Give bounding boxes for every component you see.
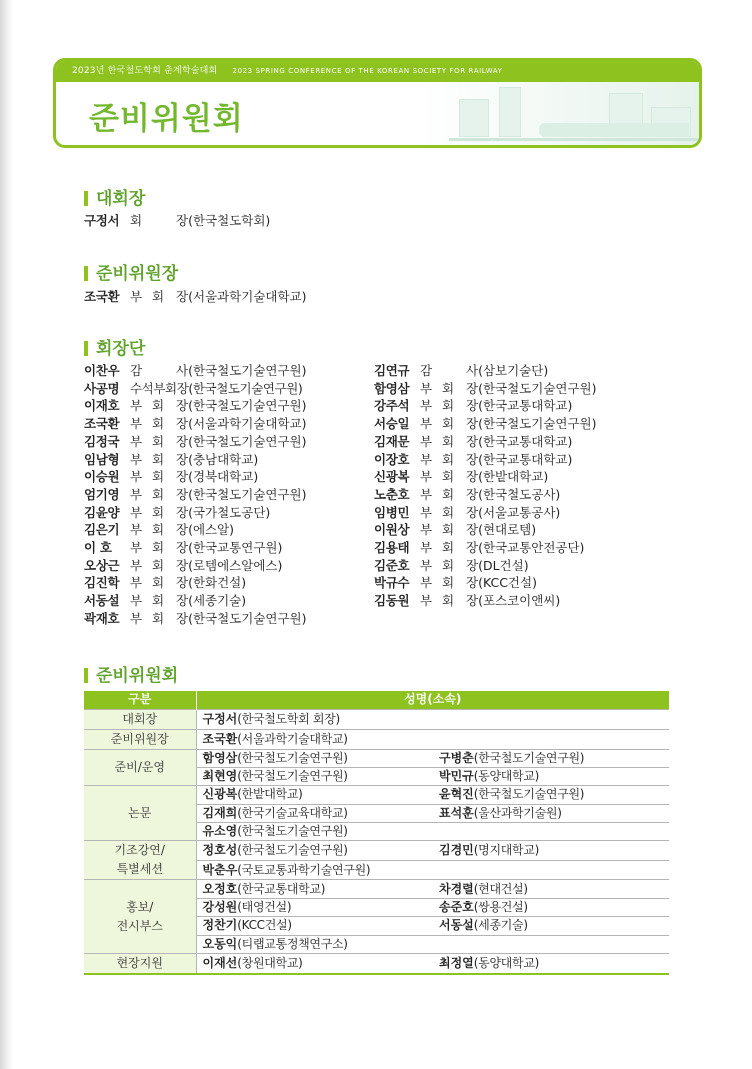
member-name: 김경민 xyxy=(439,843,474,858)
person-title-affiliation: 장(경북대학교) xyxy=(176,469,259,485)
person-row xyxy=(374,485,634,504)
person-title-part: 회 xyxy=(152,433,165,449)
member-affiliation: (서울과학기술대학교) xyxy=(237,731,348,746)
person-row xyxy=(374,414,634,433)
member-name: 유소영 xyxy=(202,824,238,839)
person-name: 오상근 xyxy=(84,557,120,573)
category-cell xyxy=(84,749,196,786)
person-title-part: 부 xyxy=(420,433,433,449)
person-title-affiliation: 장(한국철도학회) xyxy=(176,213,271,228)
member-affiliation: (한국철도기술연구원) xyxy=(237,843,348,858)
person-row xyxy=(374,573,634,592)
member-name: 오정호 xyxy=(202,881,238,896)
member-name: 표석훈 xyxy=(439,805,474,820)
person-row xyxy=(374,396,634,415)
person-title-affiliation: 장(한국철도공사) xyxy=(466,486,561,502)
person-title-part: 회 xyxy=(152,540,165,555)
member-affiliation: (태영건설) xyxy=(237,900,292,915)
table-row xyxy=(84,729,669,749)
person-title-part: 부 xyxy=(130,610,143,626)
person-title-part: 부 xyxy=(130,433,143,449)
member-affiliation: (동양대학교) xyxy=(473,769,540,784)
person-name: 임남형 xyxy=(84,451,120,467)
person-title-affiliation: 장(포스코이앤씨) xyxy=(466,593,561,609)
person-title-part: 회 xyxy=(442,486,455,502)
category-cell xyxy=(84,729,196,749)
category-cell xyxy=(84,954,196,975)
member-cell xyxy=(196,823,433,841)
person-title-affiliation: 장(한국철도기술연구원) xyxy=(466,380,597,396)
person-title-part: 회 xyxy=(152,469,165,485)
member-affiliation: (한국교통대학교) xyxy=(237,881,326,896)
member-name: 차경렬 xyxy=(439,881,474,896)
person-title-part: 회 xyxy=(442,522,455,538)
person-row xyxy=(84,379,344,398)
person-title-affiliation: 장(한국철도기술연구원) xyxy=(176,486,307,502)
person-name: 김재문 xyxy=(374,433,410,449)
person-title-part: 회 xyxy=(152,593,165,609)
person-name: 이승원 xyxy=(84,469,120,485)
person-row xyxy=(84,538,344,557)
person-name: 김연규 xyxy=(374,363,410,378)
table-row xyxy=(84,786,669,804)
member-affiliation: (울산과학기술원) xyxy=(473,805,562,820)
member-affiliation: (명지대학교) xyxy=(473,843,540,858)
person-title-part: 회 xyxy=(152,416,165,432)
person-title-affiliation: 장(한밭대학교) xyxy=(466,469,549,485)
member-cell xyxy=(433,823,669,841)
category-cell xyxy=(84,880,196,954)
person-title-part: 회 xyxy=(152,289,165,304)
person-title-affiliation: 장(서울과학기술대학교) xyxy=(176,416,307,432)
building-shape xyxy=(459,99,489,137)
member-name: 이재선 xyxy=(202,956,238,971)
table-row xyxy=(84,749,669,767)
member-name: 윤혁진 xyxy=(439,787,474,802)
member-affiliation: (국토교통과학기술연구원) xyxy=(237,862,371,877)
member-name: 신광복 xyxy=(202,787,238,802)
member-name: 조국환 xyxy=(202,731,238,746)
member-name: 송준호 xyxy=(439,900,474,915)
member-affiliation: (창원대학교) xyxy=(237,956,303,971)
person-name: 엄기영 xyxy=(84,486,120,502)
committee-table xyxy=(84,691,669,975)
category-label: 준비위원장 xyxy=(110,731,169,746)
category-cell xyxy=(84,786,196,841)
person-title-affiliation: 장(한화건설) xyxy=(176,575,247,591)
table-row xyxy=(84,880,669,898)
person-row xyxy=(84,432,344,451)
category-label: 전시부스 xyxy=(116,918,163,933)
person-name: 노춘호 xyxy=(374,486,410,502)
member-affiliation: (한국철도기술연구원) xyxy=(473,787,585,802)
member-affiliation: (쌍용건설) xyxy=(473,900,528,915)
person-name: 박규수 xyxy=(374,575,410,591)
member-cell xyxy=(433,917,669,935)
person-name: 신광복 xyxy=(374,469,410,485)
person-title-part: 회 xyxy=(152,486,165,502)
person-row xyxy=(84,396,344,415)
person-row xyxy=(84,361,344,380)
person-name: 김은기 xyxy=(84,522,120,538)
person-title-part: 회 xyxy=(152,610,165,626)
member-cell xyxy=(433,804,669,822)
person-title-part: 회 xyxy=(442,416,455,432)
person-row xyxy=(84,520,344,539)
person-title-part: 부 xyxy=(420,486,433,502)
person-row xyxy=(84,287,344,306)
person-title-part: 회 xyxy=(130,213,143,228)
person-title-affiliation: 장(현대로템) xyxy=(466,522,537,538)
person-title-part: 부 xyxy=(420,451,433,467)
person-title-part: 회 xyxy=(442,380,455,396)
person-title-affiliation: 사(삼보기술단) xyxy=(466,363,549,378)
train-shape xyxy=(539,123,689,137)
person-title-part: 부 xyxy=(420,557,433,573)
member-name: 구병춘 xyxy=(439,750,474,765)
train-illustration xyxy=(419,82,699,148)
person-title-part: 부 xyxy=(420,416,433,432)
member-name: 함영삼 xyxy=(202,750,238,765)
person-title-affiliation: 장(DL건설) xyxy=(466,557,529,573)
category-label: 특별세션 xyxy=(116,862,163,877)
member-affiliation: (현대건설) xyxy=(473,881,528,896)
category-label: 현장지원 xyxy=(116,956,163,971)
person-title-part: 부 xyxy=(420,469,433,485)
member-name: 정호성 xyxy=(202,843,238,858)
member-affiliation: (한국철도기술연구원) xyxy=(237,769,348,784)
member-name: 서동설 xyxy=(439,918,474,933)
person-name: 김용태 xyxy=(374,540,410,555)
person-row xyxy=(374,591,634,610)
person-name: 이 호 xyxy=(84,540,112,555)
person-name: 조국환 xyxy=(84,289,120,304)
person-title-part: 회 xyxy=(442,504,455,520)
category-label: 기조강연/ xyxy=(114,843,165,858)
section-label: 준비위원장 xyxy=(96,264,179,284)
person-title-affiliation: 장(한국교통안전공단) xyxy=(466,540,585,555)
person-title-affiliation: 사(한국철도기술연구원) xyxy=(176,363,307,378)
person-row xyxy=(374,450,634,469)
person-row xyxy=(84,609,344,628)
member-cell xyxy=(433,880,669,898)
person-title-part: 회 xyxy=(152,398,165,414)
person-title-affiliation: 장(에스알) xyxy=(176,522,235,538)
person-row xyxy=(374,538,634,557)
section-title-committee xyxy=(84,661,178,686)
person-name: 이원상 xyxy=(374,522,410,538)
person-title-part: 부 xyxy=(420,398,433,414)
table-row xyxy=(84,709,669,729)
person-name: 이장호 xyxy=(374,451,410,467)
person-title-affiliation: 장(한국교통대학교) xyxy=(466,433,573,449)
section-title-committee-chair xyxy=(84,259,178,284)
page-header xyxy=(53,58,702,148)
person-name: 함영삼 xyxy=(374,380,410,396)
person-row xyxy=(84,591,344,610)
person-title-part: 회 xyxy=(442,469,455,485)
member-affiliation: (티랩교통정책연구소) xyxy=(237,936,348,951)
conference-name-ko: 2023년 한국철도학회 춘계학술대회 xyxy=(72,66,218,76)
person-row xyxy=(84,556,344,575)
rail-shape xyxy=(449,138,699,141)
person-row xyxy=(374,503,634,522)
section-title-board xyxy=(84,334,145,359)
person-row xyxy=(374,432,634,451)
member-affiliation: (한밭대학교) xyxy=(237,787,303,802)
person-title-part: 부 xyxy=(130,504,143,520)
person-name: 강주석 xyxy=(374,398,410,414)
person-title-part: 회 xyxy=(442,575,455,591)
person-title-part: 회 xyxy=(152,557,165,573)
person-row xyxy=(84,211,344,230)
person-row xyxy=(84,467,344,486)
person-title-affiliation: 장(서울교통공사) xyxy=(466,504,561,520)
person-title-affiliation: 장(한국교통대학교) xyxy=(466,398,573,414)
section-marker xyxy=(84,191,88,206)
member-affiliation: (KCC건설) xyxy=(237,918,292,933)
person-title-part: 부 xyxy=(420,522,433,538)
member-cell xyxy=(196,786,433,804)
member-name: 박춘우 xyxy=(202,862,238,877)
page-title: 준비위원회 xyxy=(89,101,244,137)
member-cell xyxy=(196,898,433,916)
person-row xyxy=(374,556,634,575)
person-title-part: 부 xyxy=(130,557,143,573)
conference-banner xyxy=(56,61,699,82)
person-title-affiliation: 장(한국철도기술연구원) xyxy=(176,610,307,626)
person-title-part: 부 xyxy=(130,575,143,591)
person-name: 김진학 xyxy=(84,575,120,591)
person-title-part: 부 xyxy=(130,593,143,609)
member-name: 최현영 xyxy=(202,769,238,784)
person-row xyxy=(84,450,344,469)
member-cell xyxy=(196,880,433,898)
person-row xyxy=(374,361,634,380)
person-title: 수석부회장(한국철도기술연구원) xyxy=(130,380,303,396)
member-affiliation: (한국철도기술연구원) xyxy=(237,824,348,839)
person-title-part: 부 xyxy=(420,380,433,396)
person-title-part: 회 xyxy=(152,504,165,520)
person-name: 구정서 xyxy=(84,213,120,228)
person-title-part: 회 xyxy=(152,575,165,591)
member-cell xyxy=(433,898,669,916)
person-row xyxy=(374,520,634,539)
person-name: 김윤양 xyxy=(84,504,120,520)
person-title-part: 회 xyxy=(152,451,165,467)
person-name: 김준호 xyxy=(374,557,410,573)
person-title-part: 부 xyxy=(420,593,433,609)
person-title-affiliation: 장(한국철도기술연구원) xyxy=(466,416,597,432)
member-cell xyxy=(196,729,669,749)
person-title-part: 회 xyxy=(442,593,455,609)
person-name: 서동설 xyxy=(84,593,120,609)
section-marker xyxy=(84,668,88,683)
person-title-part: 회 xyxy=(152,522,165,538)
section-marker xyxy=(84,266,88,281)
person-title-part: 회 xyxy=(442,398,455,414)
building-shape xyxy=(499,87,521,137)
member-cell xyxy=(433,786,669,804)
person-title-part: 회 xyxy=(442,540,455,555)
section-label: 준비위원회 xyxy=(96,666,179,686)
member-affiliation: (세종기술) xyxy=(473,918,528,933)
person-name: 서승일 xyxy=(374,416,410,432)
person-title-affiliation: 장(한국철도기술연구원) xyxy=(176,398,307,414)
member-cell xyxy=(433,860,669,880)
member-cell xyxy=(196,935,433,953)
person-title-part: 부 xyxy=(130,416,143,432)
person-title-affiliation: 장(KCC건설) xyxy=(466,575,537,591)
person-title-part: 감 xyxy=(130,363,143,378)
person-title-part: 회 xyxy=(442,433,455,449)
person-row xyxy=(374,467,634,486)
category-cell xyxy=(84,709,196,729)
category-label: 논문 xyxy=(128,805,152,820)
person-name: 김정국 xyxy=(84,433,120,449)
person-name: 이찬우 xyxy=(84,363,120,378)
person-title-part: 부 xyxy=(130,451,143,467)
member-name: 박민규 xyxy=(439,769,474,784)
member-cell xyxy=(196,860,433,880)
person-title-part: 부 xyxy=(130,486,143,502)
member-name: 오동익 xyxy=(202,936,238,951)
member-cell xyxy=(196,841,433,861)
table-row xyxy=(84,841,669,861)
person-name: 사공명 xyxy=(84,380,120,396)
column-header-members: 성명(소속) xyxy=(196,691,669,709)
member-cell xyxy=(196,767,433,785)
member-cell xyxy=(196,709,669,729)
member-cell xyxy=(196,749,433,767)
member-cell xyxy=(196,954,433,975)
person-name: 곽재호 xyxy=(84,610,120,626)
category-label: 준비/운영 xyxy=(114,759,165,774)
person-name: 임병민 xyxy=(374,504,410,520)
person-title-part: 부 xyxy=(130,289,143,304)
member-name: 최정열 xyxy=(439,956,474,971)
member-cell xyxy=(196,917,433,935)
table-header-row xyxy=(84,691,669,709)
person-title-affiliation: 장(충남대학교) xyxy=(176,451,259,467)
person-title-part: 부 xyxy=(420,575,433,591)
member-name: 정찬기 xyxy=(202,918,238,933)
member-name: 김재희 xyxy=(202,805,238,820)
member-affiliation: (한국기술교육대학교) xyxy=(237,805,348,820)
person-title-affiliation: 장(한국교통연구원) xyxy=(176,540,283,555)
person-title-part: 감 xyxy=(420,363,433,378)
person-row xyxy=(374,379,634,398)
person-row xyxy=(84,573,344,592)
member-affiliation: (동양대학교) xyxy=(473,956,540,971)
category-label: 대회장 xyxy=(122,711,158,726)
page-edge-shadow xyxy=(0,0,14,1069)
section-label: 회장단 xyxy=(96,339,146,359)
person-name: 이재호 xyxy=(84,398,120,414)
person-title-affiliation: 장(한국교통대학교) xyxy=(466,451,573,467)
person-title-part: 부 xyxy=(130,522,143,538)
column-header-category: 구분 xyxy=(84,691,196,709)
person-title-part: 부 xyxy=(420,504,433,520)
member-cell xyxy=(433,954,669,975)
member-affiliation: (한국철도기술연구원) xyxy=(473,750,585,765)
person-title-part: 회 xyxy=(442,557,455,573)
person-row xyxy=(84,503,344,522)
person-title-part: 부 xyxy=(130,398,143,414)
person-row xyxy=(84,414,344,433)
person-title-part: 부 xyxy=(420,540,433,555)
member-name: 강성원 xyxy=(202,900,238,915)
person-title-affiliation: 장(서울과학기술대학교) xyxy=(176,289,307,304)
member-cell xyxy=(433,767,669,785)
person-title-affiliation: 장(세종기술) xyxy=(176,593,247,609)
person-name: 조국환 xyxy=(84,416,120,432)
section-marker xyxy=(84,341,88,356)
section-label: 대회장 xyxy=(96,189,146,209)
conference-name-en: 2023 SPRING CONFERENCE OF THE KOREAN SOCIETY FOR RAILWAY xyxy=(232,67,503,75)
person-name: 김동원 xyxy=(374,593,410,609)
person-row xyxy=(84,485,344,504)
person-title-affiliation: 장(한국철도기술연구원) xyxy=(176,433,307,449)
member-affiliation: (한국철도학회 회장) xyxy=(237,711,340,726)
person-title-part: 회 xyxy=(442,451,455,467)
member-name: 구정서 xyxy=(202,711,238,726)
member-cell xyxy=(196,804,433,822)
member-cell xyxy=(433,935,669,953)
category-label: 홍보/ xyxy=(126,899,154,914)
person-title-affiliation: 장(로템에스알에스) xyxy=(176,557,283,573)
member-affiliation: (한국철도기술연구원) xyxy=(237,750,348,765)
member-cell xyxy=(433,841,669,861)
category-cell xyxy=(84,841,196,880)
person-title-part: 부 xyxy=(130,469,143,485)
member-cell xyxy=(433,749,669,767)
table-row xyxy=(84,954,669,975)
section-title-chair xyxy=(84,184,145,209)
person-title-affiliation: 장(국가철도공단) xyxy=(176,504,271,520)
person-title-part: 부 xyxy=(130,540,143,555)
